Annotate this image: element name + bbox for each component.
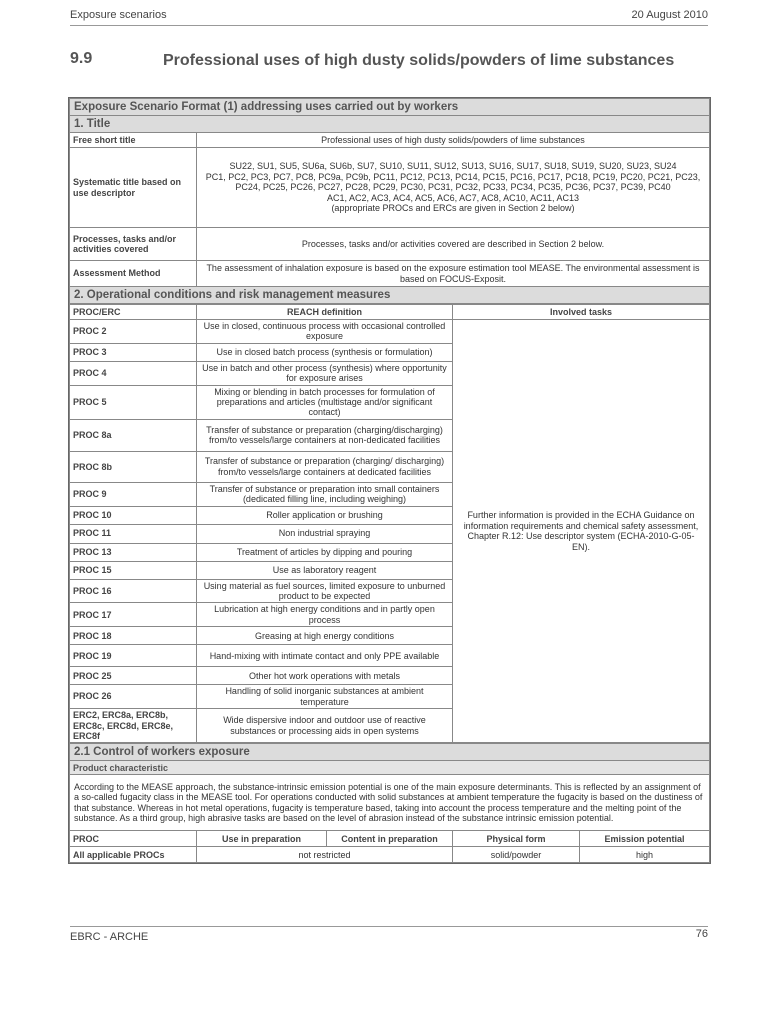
control-section-heading: 2.1 Control of workers exposure [70,744,710,761]
proc-code: PROC 2 [70,320,197,344]
running-header [70,6,708,26]
reach-definition: Non industrial spraying [197,524,453,543]
proc-code: PROC 3 [70,343,197,361]
systematic-ac-list: AC1, AC2, AC3, AC4, AC5, AC6, AC7, AC8, AC10, AC11, AC13 [327,192,579,203]
reach-definition: Use in closed, continuous process with occasional controlled exposure [197,320,453,344]
free-short-title-label: Free short title [70,133,197,148]
proc-code: ERC2, ERC8a, ERC8b, ERC8c, ERC8d, ERC8e, ERC8f [70,709,197,743]
proc-code: PROC 10 [70,506,197,524]
reach-definition: Using material as fuel sources, limited exposure to unburned product to be expected [197,579,453,603]
proc-code: PROC 5 [70,385,197,419]
running-footer [70,926,708,942]
proc-table [69,304,710,743]
proc-code: PROC 13 [70,543,197,561]
reach-definition: Wide dispersive indoor and outdoor use of reactive substances or processing aids in open systems [197,709,453,743]
col-header-content-in-preparation: Content in preparation [327,831,453,847]
page-number: 76 [695,928,708,940]
reach-definition: Roller application or brushing [197,506,453,524]
free-short-title-value: Professional uses of high dusty solids/powders of lime substances [197,133,710,148]
proc-code: PROC 4 [70,361,197,385]
title-table [69,98,710,304]
assessment-method-label: Assessment Method [70,261,197,287]
systematic-note: (appropriate PROCs and ERCs are given in Section 2 below) [331,203,575,214]
proc-code: PROC 15 [70,561,197,579]
systematic-title-value [197,148,710,228]
reach-definition: Hand-mixing with intimate contact and only PPE available [197,645,453,667]
header-document-title: Exposure scenarios [70,9,167,21]
title-section-heading: 1. Title [70,116,710,133]
reach-definition: Use in batch and other process (synthesis) where opportunity for exposure arises [197,361,453,385]
cell-emission-potential: high [580,847,710,863]
col-header-emission-potential: Emission potential [580,831,710,847]
proc-code: PROC 11 [70,524,197,543]
proc-code: PROC 8b [70,451,197,482]
involved-tasks-value: Further information is provided in the ECHA Guidance on information requirements and chemical safety assessment, Chapter R.12: Use descriptor system (ECHA-2010-G-05-EN). [453,320,710,743]
reach-definition: Transfer of substance or preparation into small containers (dedicated filling line, including weighing) [197,482,453,506]
proc-code: PROC 8a [70,419,197,451]
mease-paragraph: According to the MEASE approach, the substance-intrinsic emission potential is one of the main exposure determinants. This is reflected by an assignment of a so-called fugacity class in the MEASE tool. For operations conducted with solid substances at ambient temperature the fugacity is based on the dustiness of that substance. Whereas in hot metal operations, fugacity is temperature based, taking into account the process temperature and the melting point of the substance. As a third group, high abrasive tasks are based on the level of abrasion instead of the substance intrinsic emission potential. [70,775,710,831]
reach-definition: Use as laboratory reagent [197,561,453,579]
reach-definition: Treatment of articles by dipping and pouring [197,543,453,561]
format-title-band: Exposure Scenario Format (1) addressing uses carried out by workers [70,99,710,116]
proc-code: PROC 17 [70,603,197,627]
footer-organisation: EBRC - ARCHE [70,931,149,943]
reach-definition: Use in closed batch process (synthesis or formulation) [197,343,453,361]
reach-definition: Mixing or blending in batch processes for formulation of preparations and articles (multistage and/or significant contact) [197,385,453,419]
proc-row [70,320,710,344]
row-all-applicable-procs: All applicable PROCs [70,847,197,863]
reach-definition: Other hot work operations with metals [197,667,453,685]
col-header-physical-form: Physical form [453,831,580,847]
proc-code: PROC 16 [70,579,197,603]
assessment-method-value: The assessment of inhalation exposure is based on the exposure estimation tool MEASE. The environmental assessment is based on FOCUS-Exposit. [197,261,710,287]
section-title: Professional uses of high dusty solids/powders of lime substances [163,52,675,69]
reach-definition: Handling of solid inorganic substances at ambient temperature [197,685,453,709]
exposure-scenario-table [68,97,711,864]
col-header-reach-definition: REACH definition [197,305,453,320]
cell-physical-form: solid/powder [453,847,580,863]
systematic-pc-list: PC1, PC2, PC3, PC7, PC8, PC9a, PC9b, PC11, PC12, PC13, PC14, PC15, PC16, PC17, PC18, PC19, PC20, PC21, PC23, PC24, PC25, PC26, PC27, PC28, PC29, PC30, PC31, PC32, PC33, PC34, PC35, PC36, PC37, PC39, PC40 [205,171,701,193]
proc-code: PROC 19 [70,645,197,667]
control-table [69,743,710,863]
product-characteristic-label: Product characteristic [70,761,710,775]
header-date: 20 August 2010 [631,9,708,21]
operational-section-heading: 2. Operational conditions and risk management measures [70,287,710,304]
systematic-title-label: Systematic title based on use descriptor [70,148,197,228]
proc-code: PROC 18 [70,627,197,645]
cell-not-restricted: not restricted [197,847,453,863]
section-number: 9.9 [70,50,93,67]
processes-label: Processes, tasks and/or activities covered [70,228,197,261]
col-header-proc: PROC [70,831,197,847]
proc-code: PROC 25 [70,667,197,685]
systematic-su-list: SU22, SU1, SU5, SU6a, SU6b, SU7, SU10, SU11, SU12, SU13, SU16, SU17, SU18, SU19, SU20, SU23, SU24 [229,161,677,172]
reach-definition: Lubrication at high energy conditions and in partly open process [197,603,453,627]
proc-code: PROC 9 [70,482,197,506]
reach-definition: Greasing at high energy conditions [197,627,453,645]
reach-definition: Transfer of substance or preparation (charging/discharging) from/to vessels/large containers at non-dedicated facilities [197,419,453,451]
proc-code: PROC 26 [70,685,197,709]
col-header-involved-tasks: Involved tasks [453,305,710,320]
col-header-use-in-preparation: Use in preparation [197,831,327,847]
col-header-proc-erc: PROC/ERC [70,305,197,320]
processes-value: Processes, tasks and/or activities covered are described in Section 2 below. [197,228,710,261]
reach-definition: Transfer of substance or preparation (charging/ discharging) from/to vessels/large containers at dedicated facilities [197,451,453,482]
